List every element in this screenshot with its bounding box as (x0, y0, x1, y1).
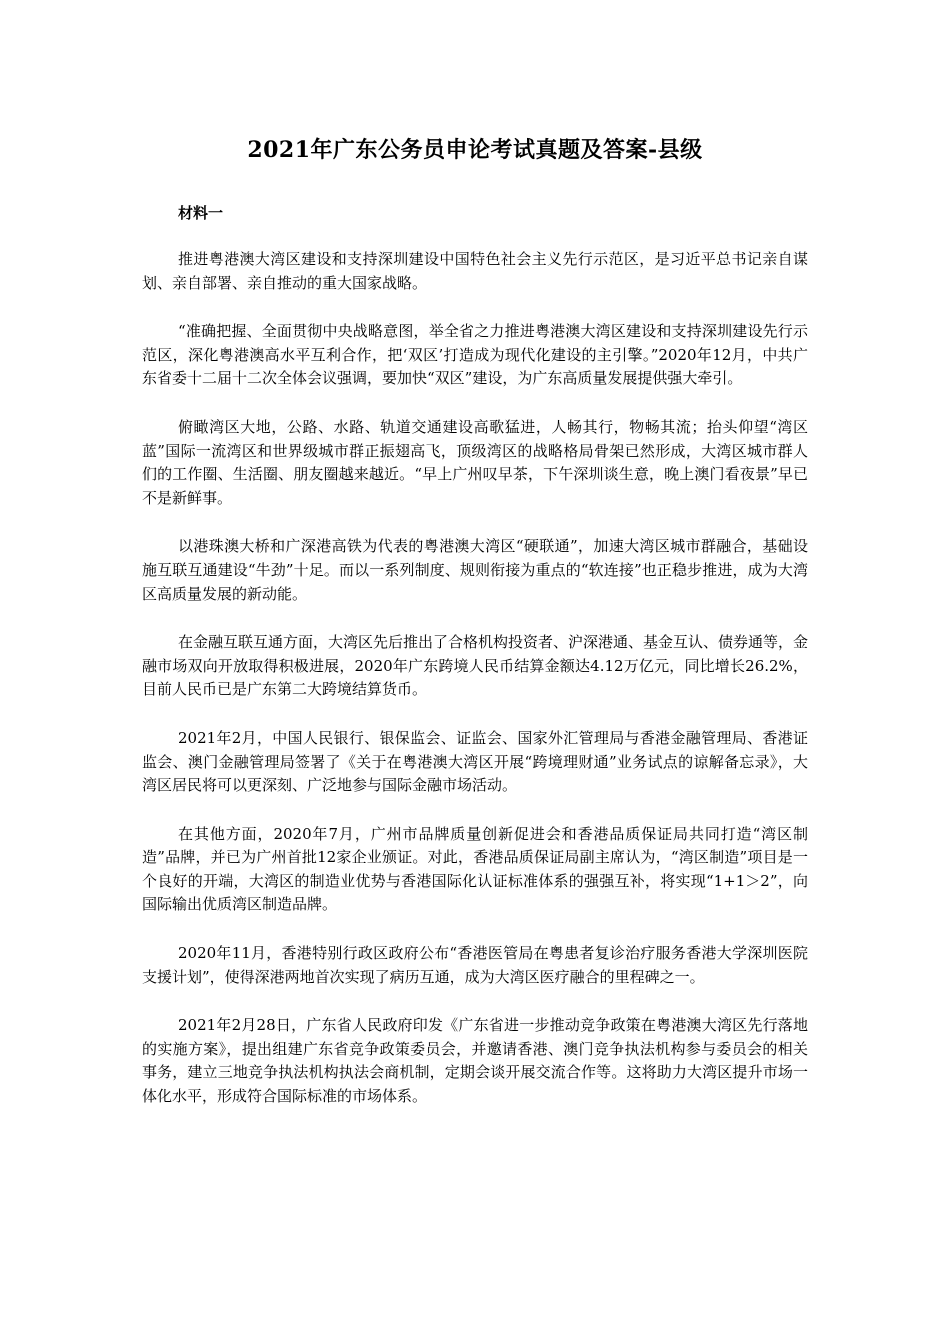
paragraph-1: 推进粤港澳大湾区建设和支持深圳建设中国特色社会主义先行示范区，是习近平总书记亲自谋划、亲自部署、亲自推动的重大国家战略。 (142, 250, 808, 292)
document-body (142, 248, 808, 1134)
paragraph-2: “准确把握、全面贯彻中央战略意图，举全省之力推进粤港澳大湾区建设和支持深圳建设先行示范区，深化粤港澳高水平互利合作，把‘双区’打造成为现代化建设的主引擎。”2020年12月，中共广东省委十二届十二次全体会议强调，要加快“双区”建设，为广东高质量发展提供强大牵引。 (142, 322, 808, 388)
paragraph-5: 在金融互联互通方面，大湾区先后推出了合格机构投资者、沪深港通、基金互认、债券通等，金融市场双向开放取得积极进展，2020年广东跨境人民币结算金额达4.12万亿元，同比增长26.2%，目前人民币已是广东第二大跨境结算货币。 (142, 633, 809, 699)
paragraph-6: 2021年2月，中国人民银行、银保监会、证监会、国家外汇管理局与香港金融管理局、香港证监会、澳门金融管理局签署了《关于在粤港澳大湾区开展“跨境理财通”业务试点的谅解备忘录》，大湾区居民将可以更深刻、广泛地参与国际金融市场活动。 (142, 728, 808, 795)
page-title: 2021年广东公务员申论考试真题及答案-县级 (247, 137, 703, 163)
paragraph-7: 在其他方面，2020年7月，广州市品牌质量创新促进会和香港品质保证局共同打造“湾区制造”品牌，并已为广州首批12家企业颁证。对此，香港品质保证局副主席认为，“湾区制造”项目是一个良好的开端，大湾区的制造业优势与香港国际化认证标准体系的强强互补，将实现“1+1＞2”，向国际输出优质湾区制造品牌。 (142, 824, 808, 914)
paragraph-3: 俯瞰湾区大地，公路、水路、轨道交通建设高歌猛进，人畅其行，物畅其流；抬头仰望“湾区蓝”国际一流湾区和世界级城市群正振翅高飞，顶级湾区的战略格局骨架已然形成，大湾区城市群人们的工作圈、生活圈、朋友圈越来越近。“早上广州叹早茶，下午深圳谈生意，晚上澳门看夜景”早已不是新鲜事。 (142, 417, 808, 507)
paragraph-9: 2021年2月28日，广东省人民政府印发《广东省进一步推动竞争政策在粤港澳大湾区先行落地的实施方案》，提出组建广东省竞争政策委员会，并邀请香港、澳门竞争执法机构参与委员会的相关事务，建立三地竞争执法机构执法会商机制，定期会谈开展交流合作等。这将助力大湾区提升市场一体化水平，形成符合国际标准的市场体系。 (142, 1016, 808, 1106)
section-heading: 材料一 (178, 204, 224, 222)
paragraph-4: 以港珠澳大桥和广深港高铁为代表的粤港澳大湾区“硬联通”，加速大湾区城市群融合，基础设施互联互通建设“牛劲”十足。而以一系列制度、规则衔接为重点的“软连接”也正稳步推进，成为大湾区高质量发展的新动能。 (142, 537, 808, 603)
paragraph-8: 2020年11月，香港特别行政区政府公布“香港医管局在粤患者复诊治疗服务香港大学深圳医院支援计划”，使得深港两地首次实现了病历互通，成为大湾区医疗融合的里程碑之一。 (142, 944, 808, 986)
